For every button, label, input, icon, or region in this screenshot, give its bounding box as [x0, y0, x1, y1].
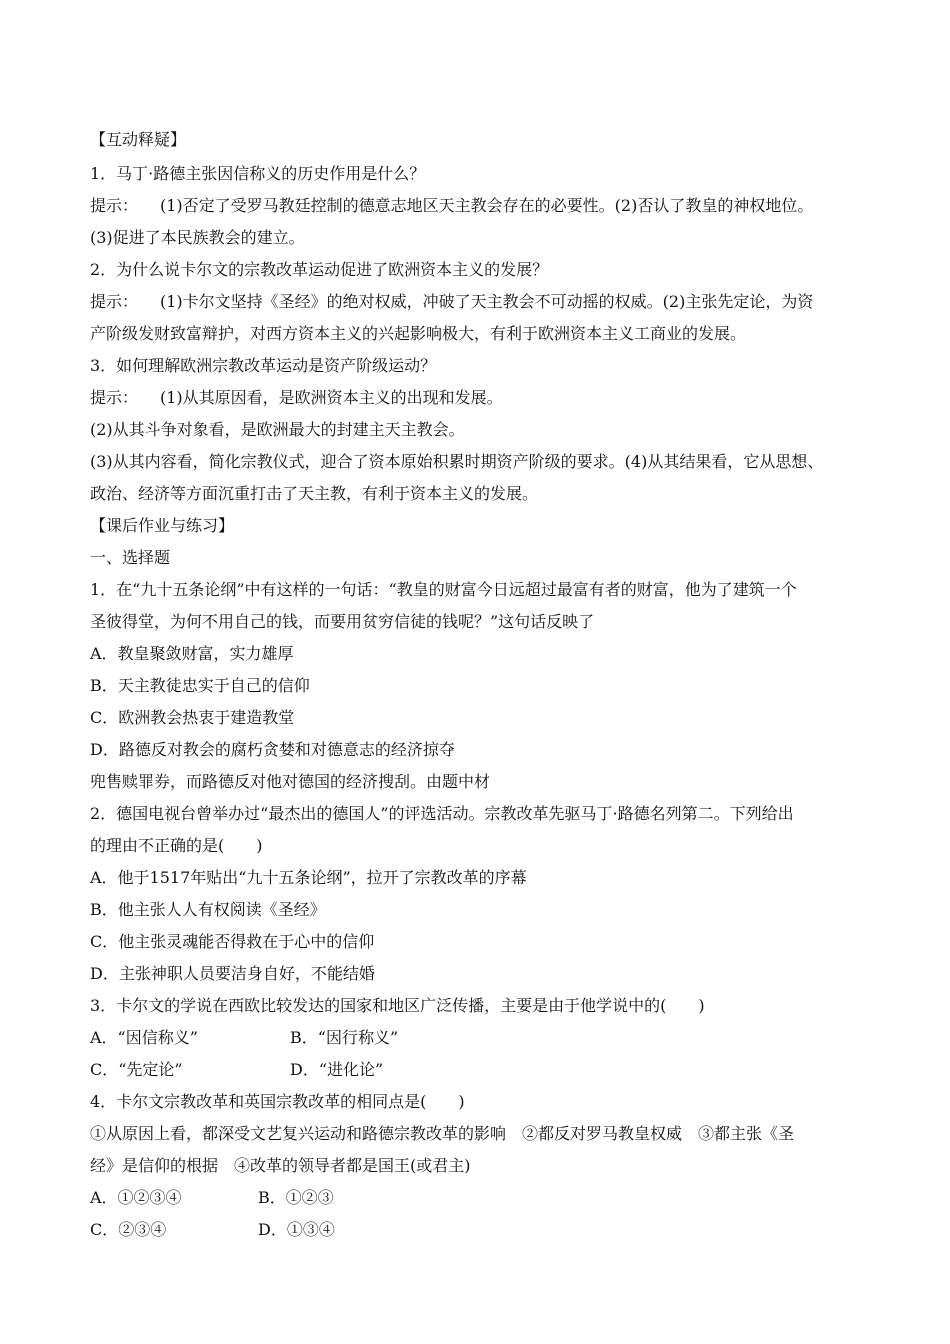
option-d: D．①③④ — [258, 1220, 335, 1239]
mc-question-4: 4．卡尔文宗教改革和英国宗教改革的相同点是( ) — [90, 1092, 465, 1111]
option-c: C．欧洲教会热衷于建造教堂 — [90, 708, 295, 727]
option-b: B．①②③ — [258, 1188, 334, 1207]
option-a: A．他于1517年贴出“九十五条论纲”，拉开了宗教改革的序幕 — [90, 868, 527, 887]
subheading-multiple-choice: 一、选择题 — [90, 548, 171, 567]
mc-question-4-statements: ①从原因上看，都深受文艺复兴运动和路德宗教改革的影响 ②都反对罗马教皇权威 ③都主张《圣 — [90, 1124, 795, 1143]
mc-question-4-statements-cont: 经》是信仰的根据 ④改革的领导者都是国王(或君主) — [90, 1156, 471, 1175]
option-b: B．天主教徒忠实于自己的信仰 — [90, 676, 310, 695]
mc-question-2: 2．德国电视台曾举办过“最杰出的德国人”的评选活动。宗教改革先驱马丁·路德名列第二。下列给出 — [90, 804, 794, 823]
hint-text: 产阶级发财致富辩护，对西方资本主义的兴起影响极大，有利于欧洲资本主义工商业的发展。 — [90, 324, 747, 343]
option-a: A．①②③④ — [90, 1188, 182, 1207]
hint-text: (1)否定了受罗马教廷控制的德意志地区天主教会存在的必要性。(2)否认了教皇的神权地位。 — [160, 196, 814, 215]
hint-label: 提示： — [90, 292, 139, 311]
question-2: 2．为什么说卡尔文的宗教改革运动促进了欧洲资本主义的发展？ — [90, 260, 549, 279]
option-a: A．“因信称义” — [90, 1028, 198, 1047]
option-d: D．路德反对教会的腐朽贪婪和对德意志的经济掠夺 — [90, 740, 455, 759]
hint-text: (2)从其斗争对象看，是欧洲最大的封建主天主教会。 — [90, 420, 465, 439]
hint-text: (3)促进了本民族教会的建立。 — [90, 228, 305, 247]
hint-text: 政治、经济等方面沉重打击了天主教，有利于资本主义的发展。 — [90, 484, 539, 503]
option-c: C．②③④ — [90, 1220, 167, 1239]
option-c: C．“先定论” — [90, 1060, 183, 1079]
option-d: D．“进化论” — [290, 1060, 384, 1079]
mc-question-3: 3．卡尔文的学说在西欧比较发达的国家和地区广泛传播，主要是由于他学说中的( ) — [90, 996, 705, 1015]
hint-text: (1)卡尔文坚持《圣经》的绝对权威，冲破了天主教会不可动摇的权威。(2)主张先定论，为资 — [160, 292, 814, 311]
hint-text: (1)从其原因看，是欧洲资本主义的出现和发展。 — [160, 388, 503, 407]
hint-label: 提示： — [90, 196, 139, 215]
question-1: 1．马丁·路德主张因信称义的历史作用是什么？ — [90, 164, 426, 183]
mc-question-1-cont: 圣彼得堂，为何不用自己的钱，而要用贫穷信徒的钱呢？”这句话反映了 — [90, 612, 595, 631]
question-3: 3．如何理解欧洲宗教改革运动是资产阶级运动？ — [90, 356, 437, 375]
hint-label: 提示： — [90, 388, 139, 407]
section-heading-interactive: 【互动释疑】 — [90, 130, 187, 149]
fragment-note: 兜售赎罪券，而路德反对他对德国的经济搜刮。由题中材 — [90, 772, 491, 791]
mc-question-1: 1．在“九十五条论纲”中有这样的一句话：“教皇的财富今日远超过最富有者的财富，他为了建筑一个 — [90, 580, 797, 599]
option-a: A．教皇聚敛财富，实力雄厚 — [90, 644, 294, 663]
option-b: B．“因行称义” — [290, 1028, 399, 1047]
option-b: B．他主张人人有权阅读《圣经》 — [90, 900, 326, 919]
option-d: D．主张神职人员要洁身自好，不能结婚 — [90, 964, 375, 983]
hint-text: (3)从其内容看，简化宗教仪式，迎合了资本原始积累时期资产阶级的要求。(4)从其结果看，它从思想、 — [90, 452, 824, 471]
section-heading-homework: 【课后作业与练习】 — [90, 516, 235, 535]
mc-question-2-cont: 的理由不正确的是( ) — [90, 836, 263, 855]
option-c: C．他主张灵魂能否得救在于心中的信仰 — [90, 932, 375, 951]
